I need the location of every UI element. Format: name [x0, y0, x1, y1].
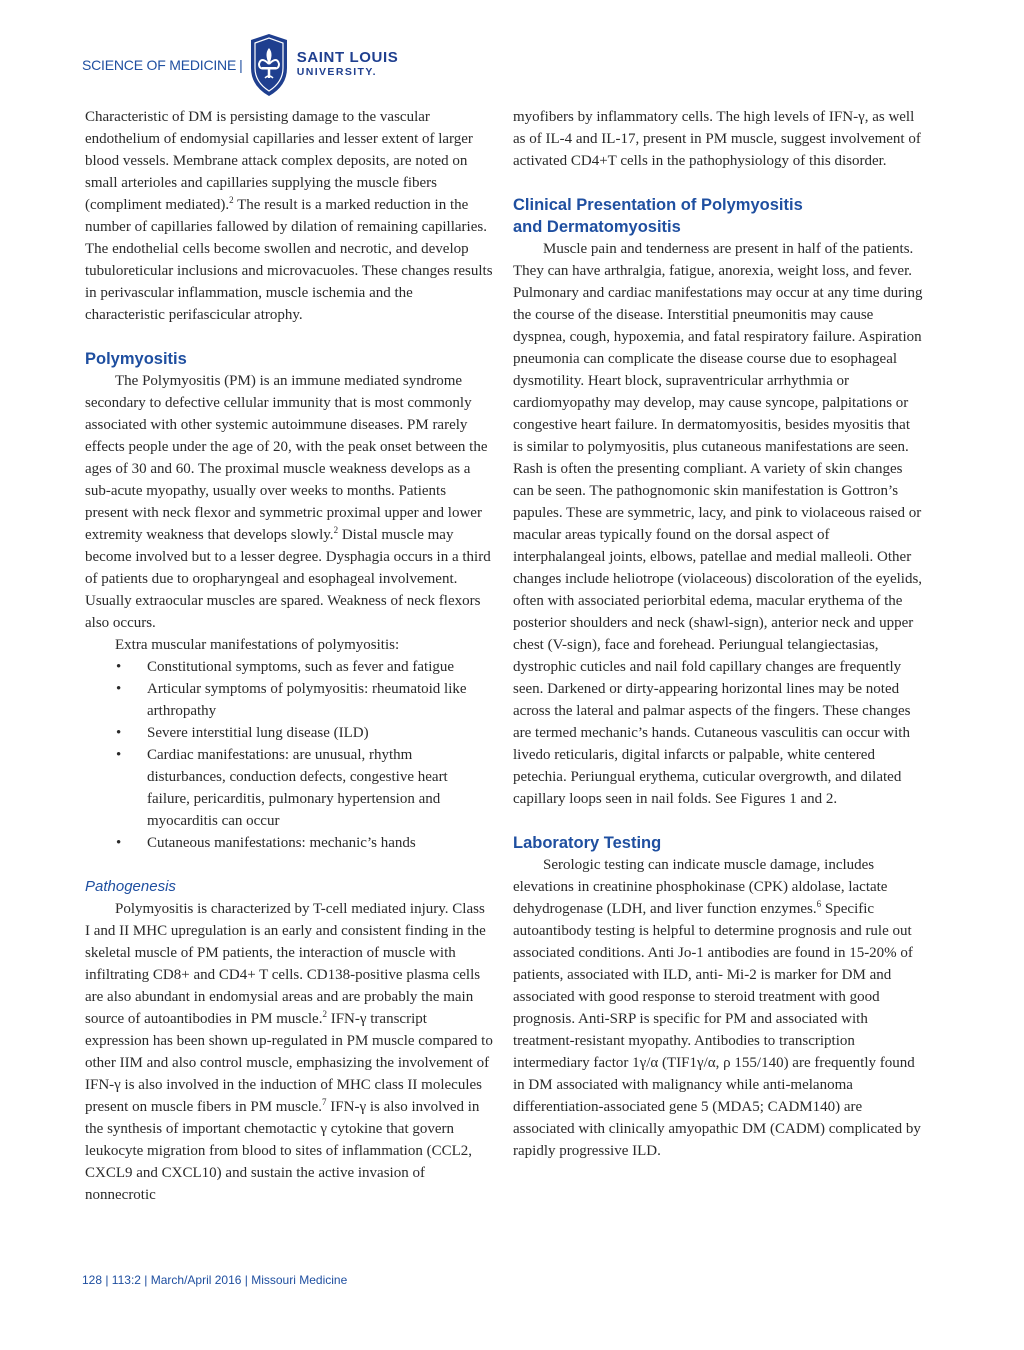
- right-column: [513, 106, 923, 1162]
- laboratory-testing-heading: Laboratory Testing: [513, 834, 662, 852]
- clinical-heading-line1: Clinical Presentation of Polymyositis: [513, 196, 803, 214]
- university-logo: [249, 34, 399, 96]
- clinical-presentation-paragraph: Muscle pain and tenderness are present in half of the patients. They can have arthralgia, fatigue, anorexia, weight loss, and fever. Pulmonary and cardiac manifestations may occur at any time during the course of the disease. Interstitial pneumonitis may cause dyspnea, cough, hypoxemia, and fatal respiratory failure. Aspiration pneumonia can complicate the disease course due to esophageal dysmotility. Heart block, supraventricular arrhythmia or cardiomyopathy may develop, may cause syncope, palpitations or congestive heart failure. In dermatomyositis, besides myositis that is similar to polymyositis, plus cutaneous manifestations are seen. Rash is often the presenting compliant. A variety of skin changes can be seen. The pathognomonic skin manifestation is Gottron’s papules. These are symmetric, lacy, and pink to violaceous raised or macular areas typically found on the dorsal aspect of interphalangeal joints, elbows, patellae and medial malleoli. Other changes include heliotrope (violaceous) discoloration of the eyelids, often with associated periorbital edema, macular erythema of the posterior shoulders and neck (shawl-sign), anterior neck and upper chest (V-sign), face and forehead. Periungual telangiectasias, dystrophic cuticles and nail fold capillary changes are frequently seen. Darkened or dirty-appearing horizontal lines may be noted across the lateral and palmar aspects of the fingers. These changes are termed mechanic’s hands. Cutaneous vasculitis can occur with livedo reticularis, digital infarcts or palpable, white centered petechia. Periungual erythema, cuticular overgrowth, and dilated capillary loops seen in nail folds. See Figures 1 and 2.: [513, 241, 923, 807]
- list-item: • Cardiac manifestations: are unusual, rhythm disturbances, conduction defects, congestive heart failure, pericarditis, pulmonary hypertension and myocarditis can occur: [85, 744, 493, 832]
- extra-muscular-list: [85, 656, 493, 854]
- university-wordmark: [297, 50, 399, 80]
- intro-paragraph: Characteristic of DM is persisting damage to the vascular endothelium of endomysial capillaries and lesser extent of larger blood vessels. Membrane attack complex deposits, are noted on small arterioles and capillaries supplying the muscle fibers (compliment mediated).$^2$ The result is a marked reduction in the number of capillaries fallowed by dilation of remaining capillaries. The endothelial cells become swollen and necrotic, and develop tubuloreticular inclusions and microvacuoles. These changes results in perivascular inflammation, muscle ischemia and the characteristic perifascicular atrophy.: [85, 109, 493, 323]
- left-column: [85, 106, 493, 1206]
- pathogenesis-paragraph: Polymyositis is characterized by T-cell mediated injury. Class I and II MHC upregulation is an early and consistent finding in the skeletal muscle of PM patients, the interaction of muscle with infiltrating CD8+ and CD4+ T cells. CD138-positive plasma cells are also abundant in endomysial areas and are probably the main source of autoantibodies in PM muscle.$^2$ IFN-γ transcript expression has been shown up-regulated in PM muscle compared to other IIM and also control muscle, emphasizing the involvement of IFN-γ is also involved in the induction of MHC class II molecules present on muscle fibers in PM muscle.$^7$ IFN-γ is also involved in the synthesis of important chemotactic γ cytokine that govern leukocyte migration from blood to sites of inflammation (CCL2, CXCL9 and CXCL10) and sustain the active invasion of nonnecrotic: [85, 901, 493, 1203]
- polymyositis-heading: Polymyositis: [85, 350, 187, 368]
- pathogenesis-heading: Pathogenesis: [85, 878, 176, 895]
- citation-ref: 2: [333, 525, 339, 535]
- clinical-presentation-heading: [513, 194, 923, 238]
- page-header: [82, 30, 398, 100]
- extra-muscular-intro: Extra muscular manifestations of polymyositis:: [115, 637, 400, 653]
- list-item: • Cutaneous manifestations: mechanic’s hands: [85, 832, 493, 854]
- list-item: • Constitutional symptoms, such as fever and fatigue: [85, 656, 493, 678]
- citation-ref: 7: [322, 1097, 327, 1107]
- laboratory-testing-paragraph: Serologic testing can indicate muscle damage, includes elevations in creatinine phosphokinase (CPK) aldolase, lactate dehydrogenase (LDH, and liver function enzymes.$^6$ Specific autoantibody testing is helpful to determine prognosis and rule out associated conditions. Anti Jo-1 antibodies are found in 15-20% of patients, associated with ILD, anti- Mi-2 is marker for DM and associated with good response to steroid treatment with good prognosis. Anti-SRP is specific for PM and associated with treatment-resistant myopathy. Antibodies to transcription intermediary factor 1γ/α (TIF1γ/α, ρ 155/140) are frequently found in DM associated with malignancy while anti-melanoma differentiation-associated gene 5 (MDA5; CADM140) are associated with clinically amyopathic DM (CADM) complicated by rapidly progressive ILD.: [513, 857, 921, 1159]
- polymyositis-paragraph: The Polymyositis (PM) is an immune mediated syndrome secondary to defective cellular immunity that is most commonly associated with other systemic autoimmune diseases. PM rarely effects people under the age of 20, with the peak onset between the ages of 30 and 60. The proximal muscle weakness develops as a sub-acute myopathy, usually over weeks to months. Patients present with neck flexor and symmetric proximal upper and lower extremity weakness that develops slowly.$^2$ Distal muscle may become involved but to a lesser degree. Dysphagia occurs in a third of patients due to oropharyngeal and esophageal involvement. Usually extraocular muscles are spared. Weakness of neck flexors also occurs.: [85, 373, 491, 631]
- fleur-de-lis-shield-icon: [249, 34, 289, 96]
- journal-section-title: SCIENCE OF MEDICINE: [82, 57, 237, 73]
- citation-ref: 6: [816, 899, 822, 909]
- citation-ref: 2: [322, 1009, 327, 1019]
- citation-ref: 2: [229, 195, 234, 205]
- list-item: • Severe interstitial lung disease (ILD): [85, 722, 493, 744]
- header-separator: |: [239, 57, 243, 73]
- university-name-line2: UNIVERSITY.: [296, 66, 377, 78]
- continued-paragraph: myofibers by inflammatory cells. The high levels of IFN-γ, as well as of IL-4 and IL-17, present in PM muscle, suggest involvement of activated CD4+T cells in the pathophysiology of this disorder.: [513, 109, 921, 169]
- list-item: • Articular symptoms of polymyositis: rheumatoid like arthropathy: [85, 678, 493, 722]
- page-footer: 128 | 113:2 | March/April 2016 | Missouri Medicine: [82, 1273, 348, 1287]
- university-name-line1: SAINT LOUIS: [296, 49, 399, 66]
- clinical-heading-line2: and Dermatomyositis: [513, 218, 681, 236]
